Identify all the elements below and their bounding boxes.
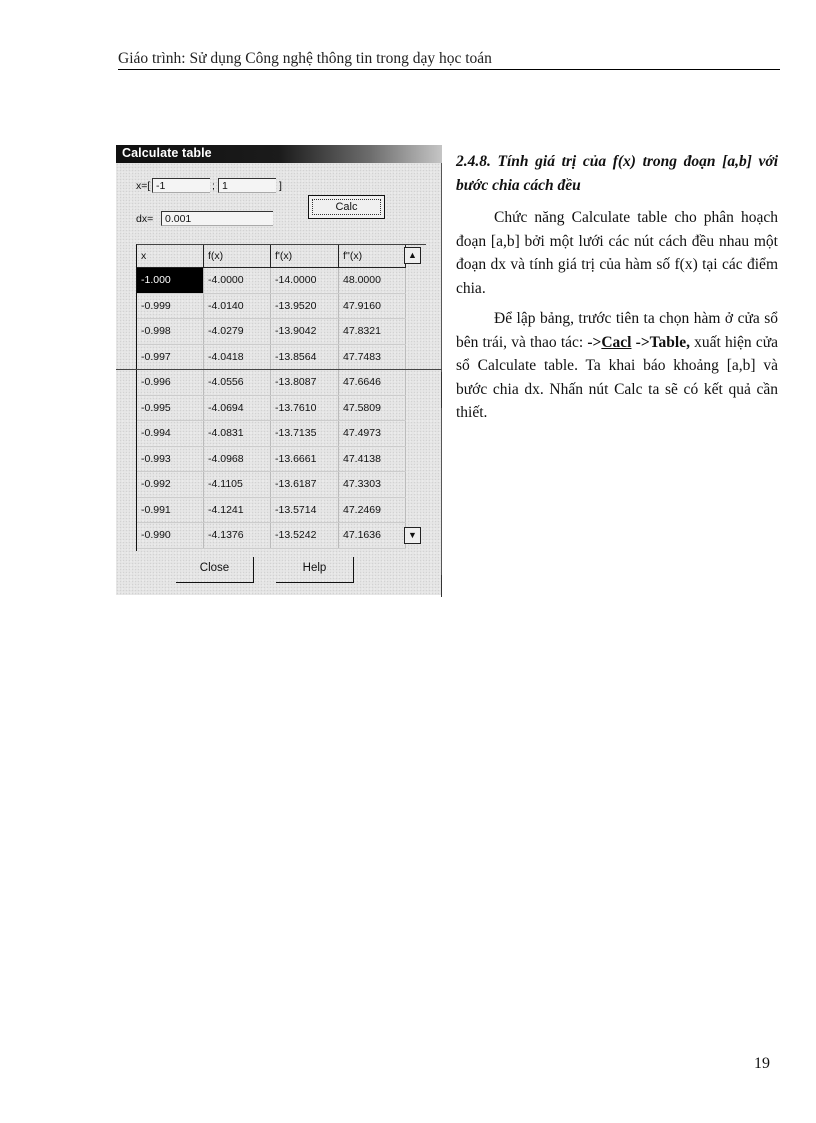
help-button[interactable]: Help xyxy=(276,557,354,583)
table-cell[interactable]: -13.7135 xyxy=(271,421,339,447)
command-cacl: Cacl xyxy=(601,333,632,351)
table-cell[interactable]: 47.3303 xyxy=(339,472,406,498)
table-row[interactable] xyxy=(137,472,406,498)
table-row[interactable] xyxy=(137,395,406,421)
results-table xyxy=(137,245,406,549)
table-cell[interactable]: -4.0694 xyxy=(204,395,271,421)
table-cell[interactable]: 47.7483 xyxy=(339,344,406,370)
table-cell[interactable]: -0.997 xyxy=(137,344,204,370)
table-cell[interactable]: -4.0418 xyxy=(204,344,271,370)
table-row[interactable] xyxy=(137,497,406,523)
table-cell[interactable]: -0.992 xyxy=(137,472,204,498)
table-cell[interactable]: -4.0279 xyxy=(204,319,271,345)
dx-label: dx= xyxy=(136,213,154,225)
table-row[interactable] xyxy=(137,344,406,370)
table-cell[interactable]: 47.4973 xyxy=(339,421,406,447)
page-number: 19 xyxy=(754,1055,770,1072)
calculate-table-dialog xyxy=(116,145,442,595)
table-cell[interactable]: -0.995 xyxy=(137,395,204,421)
table-cell[interactable]: -0.990 xyxy=(137,523,204,549)
table-cell[interactable]: -4.1105 xyxy=(204,472,271,498)
table-cell[interactable]: -13.7610 xyxy=(271,395,339,421)
close-button[interactable]: Close xyxy=(176,557,254,583)
table-row[interactable] xyxy=(137,293,406,319)
table-cell[interactable]: -13.5242 xyxy=(271,523,339,549)
table-cell[interactable]: -4.0000 xyxy=(204,268,271,294)
table-row[interactable] xyxy=(137,421,406,447)
table-cell[interactable]: -13.6187 xyxy=(271,472,339,498)
paragraph-2-start: Để lập bảng, trước tiên ta chọn hàm ở cửa sổ bên trái, và thao tác: xyxy=(456,310,778,351)
paragraph-2 xyxy=(456,307,778,425)
table-cell[interactable]: -13.5714 xyxy=(271,497,339,523)
table-cell[interactable]: -0.998 xyxy=(137,319,204,345)
table-cell[interactable]: 47.8321 xyxy=(339,319,406,345)
table-cell[interactable]: -4.0968 xyxy=(204,446,271,472)
table-cell[interactable]: -1.000 xyxy=(137,268,204,294)
scan-tick xyxy=(441,575,442,597)
table-cell[interactable]: -13.6661 xyxy=(271,446,339,472)
col-header-dfx: f'(x) xyxy=(271,245,339,268)
col-header-d2fx: f''(x) xyxy=(339,245,406,268)
paragraph-1: Chức năng Calculate table cho phân hoạch đoạn [a,b] bởi một lưới các nút cách đều nhau một đoạn dx và tính giá trị của hàm số f(x) tại các điểm chia. xyxy=(456,209,778,297)
table-cell[interactable]: -4.1376 xyxy=(204,523,271,549)
table-cell[interactable]: 47.6646 xyxy=(339,370,406,396)
table-row[interactable] xyxy=(137,446,406,472)
table-cell[interactable]: -13.8087 xyxy=(271,370,339,396)
table-cell[interactable]: 47.4138 xyxy=(339,446,406,472)
table-cell[interactable]: -13.8564 xyxy=(271,344,339,370)
table-row[interactable] xyxy=(137,268,406,294)
scroll-down-icon[interactable]: ▼ xyxy=(404,527,421,544)
close-bracket-label: ] xyxy=(279,180,282,192)
scan-tick xyxy=(441,372,442,408)
table-cell[interactable]: -13.9042 xyxy=(271,319,339,345)
a-input[interactable]: -1 xyxy=(152,178,210,193)
scan-line xyxy=(116,369,442,370)
table-cell[interactable]: 48.0000 xyxy=(339,268,406,294)
results-grid[interactable] xyxy=(136,244,426,551)
col-header-fx: f(x) xyxy=(204,245,271,268)
table-cell[interactable]: -4.0556 xyxy=(204,370,271,396)
table-cell[interactable]: 47.5809 xyxy=(339,395,406,421)
dialog-title: Calculate table xyxy=(122,146,212,160)
table-cell[interactable]: -4.1241 xyxy=(204,497,271,523)
table-cell[interactable]: -0.996 xyxy=(137,370,204,396)
scroll-up-icon[interactable]: ▲ xyxy=(404,247,421,264)
table-cell[interactable]: 47.9160 xyxy=(339,293,406,319)
table-cell[interactable]: -14.0000 xyxy=(271,268,339,294)
header-rule xyxy=(118,69,780,70)
table-cell[interactable]: -0.994 xyxy=(137,421,204,447)
col-header-x: x xyxy=(137,245,204,268)
table-row[interactable] xyxy=(137,523,406,549)
command-arrow: -> xyxy=(587,333,602,351)
table-row[interactable] xyxy=(137,319,406,345)
body-text xyxy=(456,150,778,432)
b-input[interactable]: 1 xyxy=(218,178,276,193)
x-interval-label: x=[ xyxy=(136,180,151,192)
table-cell[interactable]: 47.2469 xyxy=(339,497,406,523)
calc-button[interactable] xyxy=(308,195,385,219)
table-cell[interactable]: -0.991 xyxy=(137,497,204,523)
table-cell[interactable]: -4.0140 xyxy=(204,293,271,319)
page-header: Giáo trình: Sử dụng Công nghệ thông tin trong dạy học toán xyxy=(118,50,492,67)
table-cell[interactable]: -0.993 xyxy=(137,446,204,472)
dx-input[interactable]: 0.001 xyxy=(161,211,273,226)
table-header-row xyxy=(137,245,406,268)
vertical-scrollbar[interactable] xyxy=(404,245,424,551)
table-cell[interactable]: -13.9520 xyxy=(271,293,339,319)
separator-label: ; xyxy=(212,180,215,192)
paragraph-2-end: xuất hiện cửa sổ Calculate table. Ta khai báo khoảng [a,b] và bước chia dx. Nhấn nút Calc ta sẽ có kết quả cần thiết. xyxy=(456,333,778,421)
table-cell[interactable]: -4.0831 xyxy=(204,421,271,447)
calc-button-label: Calc xyxy=(312,199,381,215)
table-cell[interactable]: 47.1636 xyxy=(339,523,406,549)
table-cell[interactable]: -0.999 xyxy=(137,293,204,319)
command-table: ->Table, xyxy=(631,333,690,351)
section-title: 2.4.8. Tính giá trị của f(x) trong đoạn [a,b] với bước chia cách đều xyxy=(456,153,778,194)
table-row[interactable] xyxy=(137,370,406,396)
dialog-titlebar xyxy=(116,145,442,163)
